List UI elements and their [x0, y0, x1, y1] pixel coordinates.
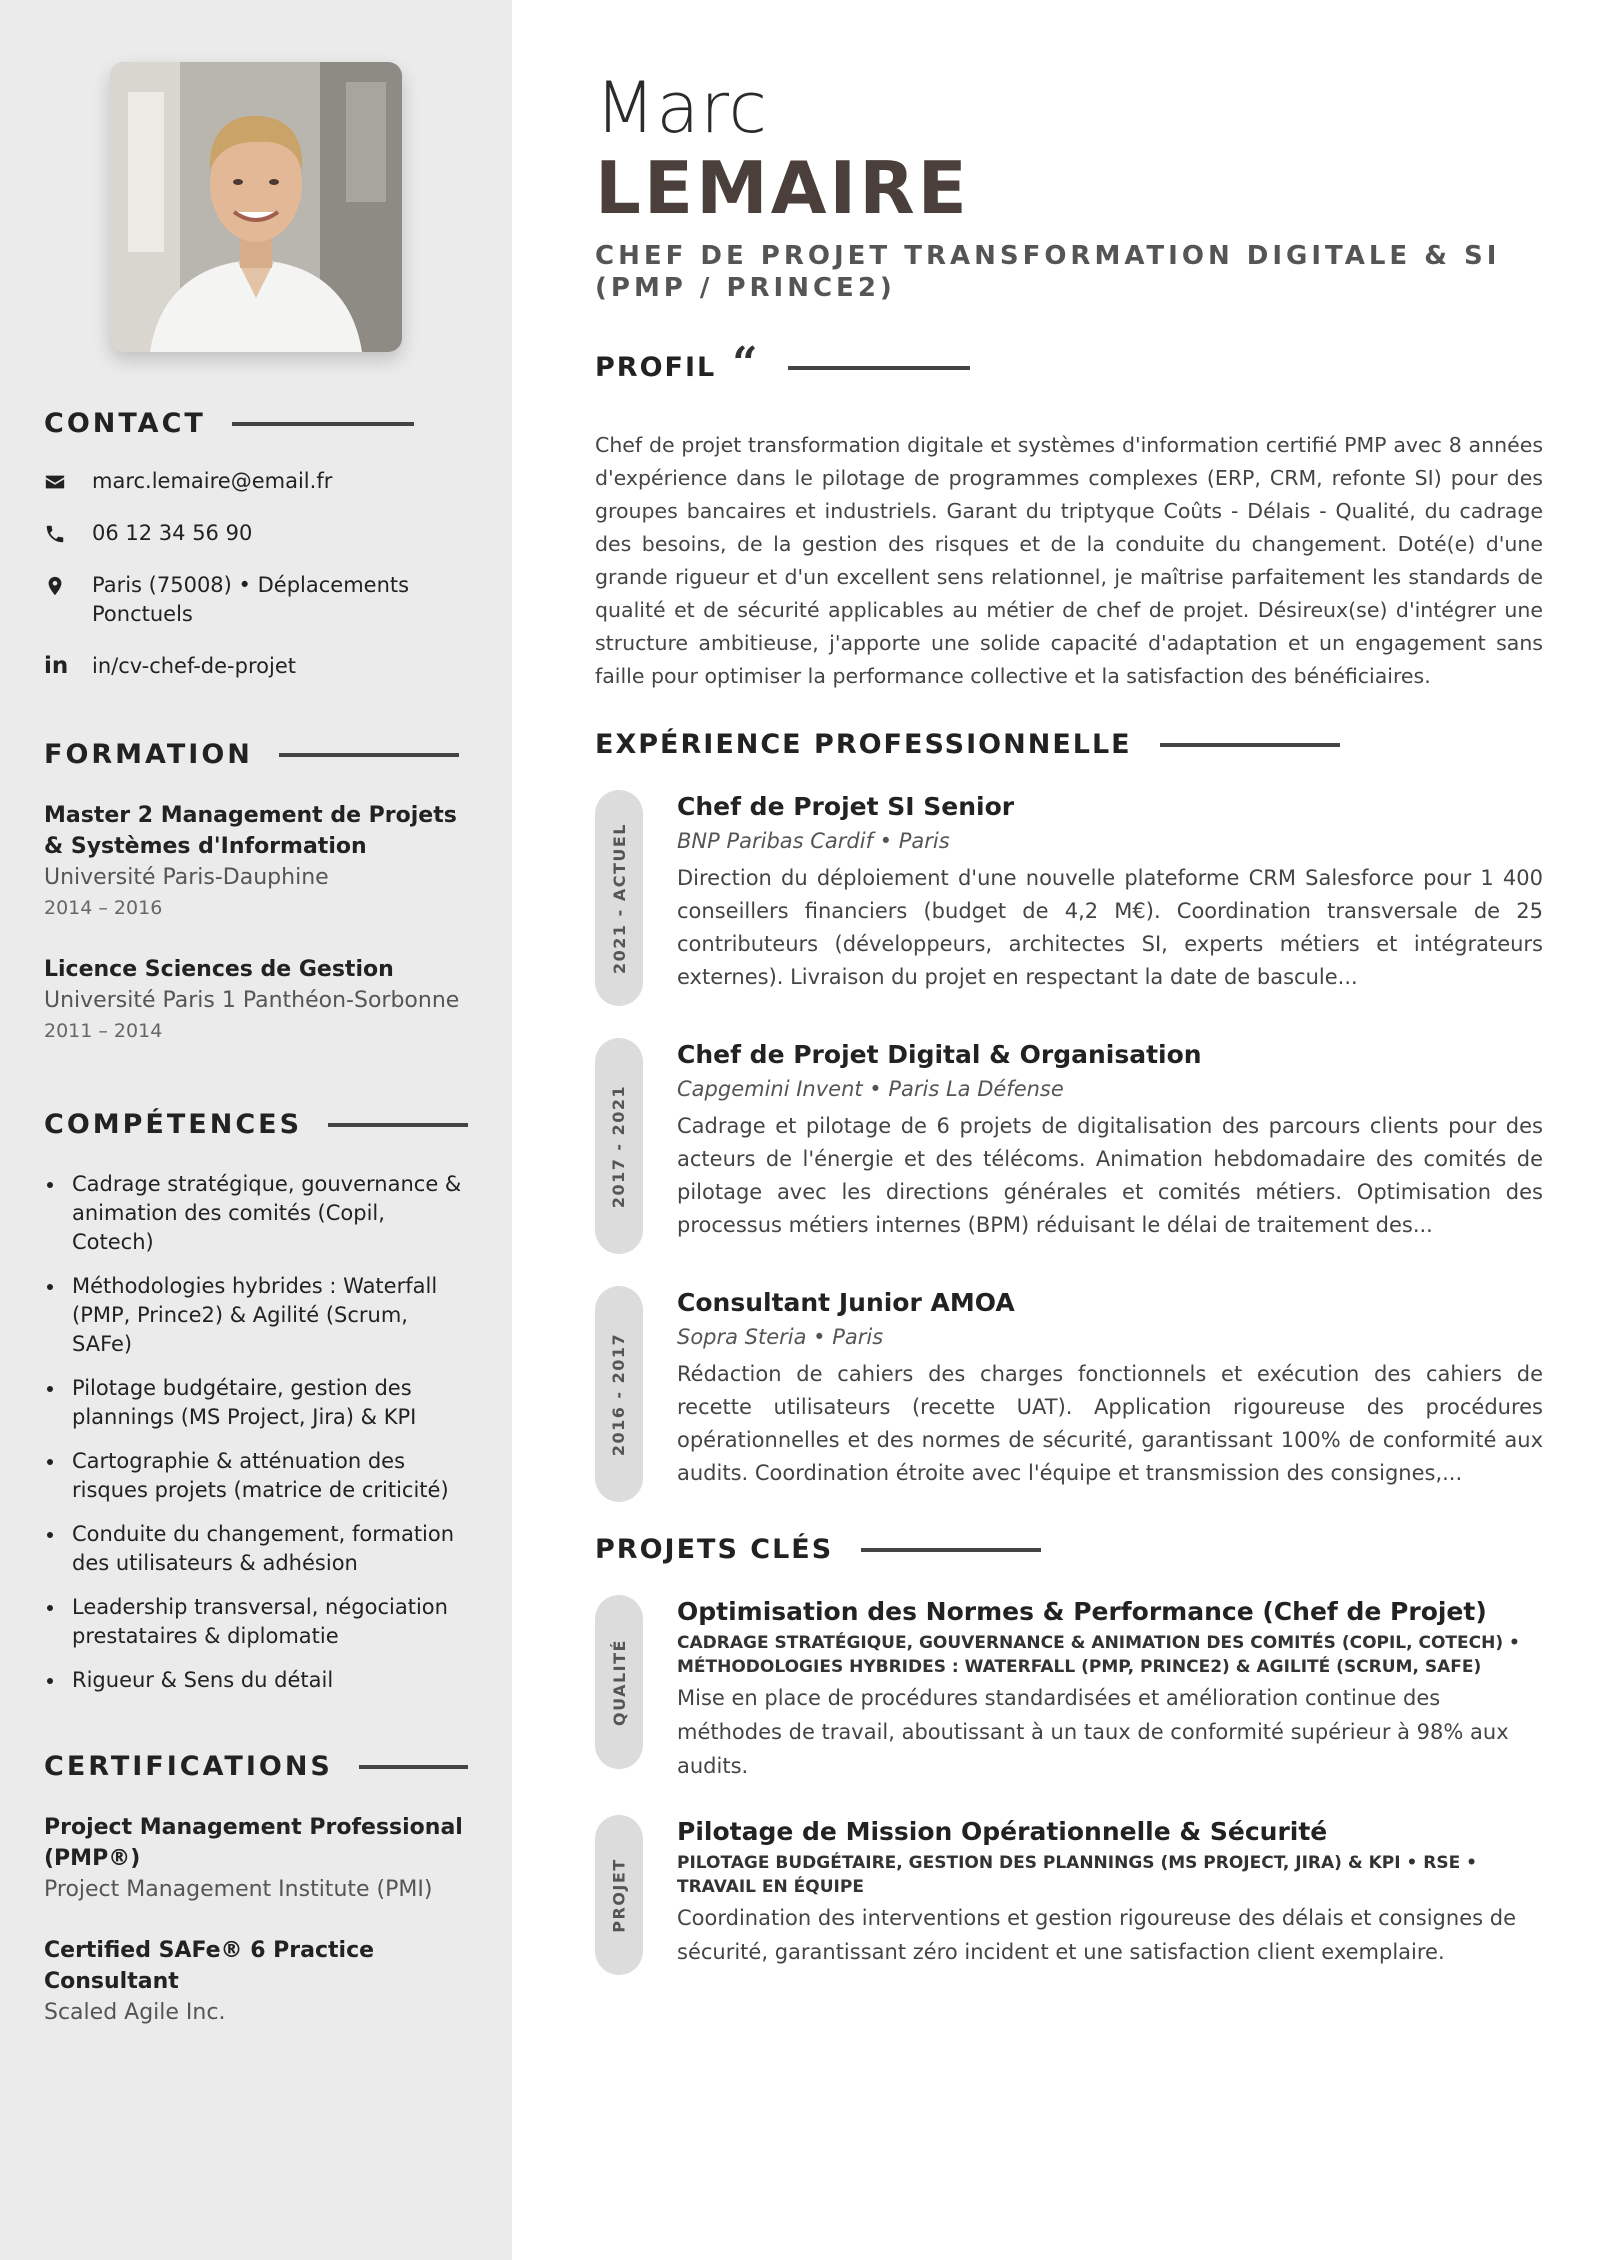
- formation-degree: Master 2 Management de Projets & Systèmes d'Information: [44, 803, 457, 859]
- skill-item: Leadership transversal, négociation prestataires & diplomatie: [44, 1593, 468, 1651]
- experience-title: Consultant Junior AMOA: [677, 1288, 1015, 1317]
- formation-degree: Licence Sciences de Gestion: [44, 957, 394, 982]
- contact-location-text: Paris (75008) • Déplacements Ponctuels: [92, 573, 410, 626]
- contact-linkedin: [44, 652, 468, 681]
- skill-item: Méthodologies hybrides : Waterfall (PMP, Prince2) & Agilité (Scrum, SAFe): [44, 1272, 468, 1359]
- experience-item: [595, 1286, 1543, 1502]
- formation-list: [44, 800, 468, 1047]
- envelope-icon: [44, 467, 92, 496]
- job-title: CHEF DE PROJET TRANSFORMATION DIGITALE & SI (PMP / PRINCE2): [595, 241, 1501, 303]
- competences-heading: COMPÉTENCES: [44, 1109, 468, 1140]
- first-name: Marc: [595, 67, 769, 149]
- certifications-list: [44, 1812, 468, 2028]
- contact-list: [44, 467, 468, 681]
- phone-icon: [44, 519, 92, 548]
- contact-linkedin-text[interactable]: in/cv-chef-de-projet: [92, 654, 296, 678]
- contact-phone: [44, 519, 468, 548]
- heading-rule: [359, 1765, 468, 1769]
- experience-company: BNP Paribas Cardif • Paris: [677, 829, 950, 853]
- experience-period: 2016 - 2017: [609, 1332, 629, 1456]
- experience-description: Rédaction de cahiers des charges fonctionnels et exécution des cahiers de recette utilisateurs (recette UAT). Application rigoureuse des procédures opérationnelles et des normes de sécurité, garantissant 100% de conformité aux audits. Coordination étroite avec l'équipe et transmission des consignes,...: [677, 1362, 1543, 1485]
- experience-title: Chef de Projet SI Senior: [677, 792, 1015, 821]
- contact-phone-text[interactable]: 06 12 34 56 90: [92, 521, 253, 545]
- heading-rule: [279, 753, 459, 757]
- tag-pill: [595, 1815, 643, 1975]
- profil-heading: PROFIL “: [595, 352, 1543, 383]
- experience-item: [595, 790, 1543, 1006]
- project-skills: CADRAGE STRATÉGIQUE, GOUVERNANCE & ANIMATION DES COMITÉS (COPIL, COTECH) • MÉTHODOLOGIES HYBRIDES : WATERFALL (PMP, PRINCE2) & AGILITÉ (SCRUM, SAFE): [677, 1633, 1520, 1677]
- formation-years: 2011 – 2014: [44, 1020, 163, 1042]
- certifications-heading: CERTIFICATIONS: [44, 1751, 468, 1782]
- skill-item: Rigueur & Sens du détail: [44, 1666, 468, 1695]
- skill-item: Conduite du changement, formation des utilisateurs & adhésion: [44, 1520, 468, 1578]
- period-pill: [595, 790, 643, 1006]
- period-pill: [595, 1038, 643, 1254]
- experience-item: [595, 1038, 1543, 1254]
- experience-title: Chef de Projet Digital & Organisation: [677, 1040, 1202, 1069]
- project-description: Mise en place de procédures standardisées et amélioration continue des méthodes de travail, aboutissant à un taux de conformité supérieur à 98% aux audits.: [677, 1686, 1509, 1778]
- certification-org: Scaled Agile Inc.: [44, 2000, 226, 2025]
- heading-rule: [232, 422, 414, 426]
- project-title: Optimisation des Normes & Performance (Chef de Projet): [677, 1597, 1487, 1626]
- contact-email-text[interactable]: marc.lemaire@email.fr: [92, 469, 333, 493]
- contact-location: [44, 571, 468, 629]
- project-item: [595, 1595, 1543, 1783]
- project-item: [595, 1815, 1543, 1975]
- experience-description: Direction du déploiement d'une nouvelle plateforme CRM Salesforce pour 1 400 conseillers financiers (budget de 4,2 M€). Coordination transversale de 25 contributeurs (développeurs, architectes SI, experts métiers et intégrateurs externes). Livraison du projet en respectant la date de bascule...: [677, 866, 1543, 989]
- contact-heading: CONTACT: [44, 408, 468, 439]
- project-tag: PROJET: [609, 1857, 629, 1933]
- certification-org: Project Management Institute (PMI): [44, 1877, 433, 1902]
- formation-item: [44, 954, 468, 1047]
- projets-heading: PROJETS CLÉS: [595, 1534, 1543, 1565]
- heading-rule: [861, 1548, 1041, 1552]
- experience-description: Cadrage et pilotage de 6 projets de digitalisation des parcours clients pour des acteurs de l'énergie et des télécoms. Animation hebdomadaire des comités de pilotage avec les directions générales et comités métiers. Optimisation des processus métiers internes (BPM) réduisant le délai de traitement des...: [677, 1114, 1543, 1237]
- tag-pill: [595, 1595, 643, 1769]
- formation-school: Université Paris-Dauphine: [44, 865, 329, 890]
- period-pill: [595, 1286, 643, 1502]
- project-title: Pilotage de Mission Opérationnelle & Sécurité: [677, 1817, 1328, 1846]
- experience-heading: EXPÉRIENCE PROFESSIONNELLE: [595, 729, 1543, 760]
- formation-heading: FORMATION: [44, 739, 468, 770]
- certification-title: Certified SAFe® 6 Practice Consultant: [44, 1938, 375, 1994]
- heading-rule: [1160, 743, 1340, 747]
- experience-list: [595, 790, 1543, 1502]
- formation-years: 2014 – 2016: [44, 897, 163, 919]
- certification-item: [44, 1935, 468, 2028]
- experience-company: Sopra Steria • Paris: [677, 1325, 884, 1349]
- heading-rule: [328, 1123, 468, 1127]
- experience-company: Capgemini Invent • Paris La Défense: [677, 1077, 1064, 1101]
- certification-item: [44, 1812, 468, 1905]
- skill-item: Cartographie & atténuation des risques projets (matrice de criticité): [44, 1447, 468, 1505]
- contact-email: [44, 467, 468, 496]
- project-skills: PILOTAGE BUDGÉTAIRE, GESTION DES PLANNINGS (MS PROJECT, JIRA) & KPI • RSE • TRAVAIL EN ÉQUIPE: [677, 1853, 1477, 1897]
- quote-icon: “: [732, 337, 760, 389]
- formation-school: Université Paris 1 Panthéon-Sorbonne: [44, 988, 460, 1013]
- formation-item: [44, 800, 468, 924]
- skill-item: Pilotage budgétaire, gestion des plannings (MS Project, Jira) & KPI: [44, 1374, 468, 1432]
- project-tag: QUALITÉ: [609, 1638, 629, 1726]
- linkedin-icon: in: [44, 653, 69, 679]
- experience-period: 2021 - ACTUEL: [609, 822, 629, 974]
- experience-period: 2017 - 2021: [609, 1084, 629, 1208]
- skill-item: Cadrage stratégique, gouvernance & animation des comités (Copil, Cotech): [44, 1170, 468, 1257]
- project-description: Coordination des interventions et gestion rigoureuse des délais et consignes de sécurité, garantissant zéro incident et une satisfaction client exemplaire.: [677, 1906, 1516, 1964]
- heading-rule: [788, 366, 970, 370]
- projects-list: [595, 1595, 1543, 1975]
- last-name: LEMAIRE: [595, 146, 970, 230]
- certification-title: Project Management Professional (PMP®): [44, 1815, 463, 1871]
- sidebar: [0, 0, 512, 2260]
- skills-list: [44, 1170, 468, 1695]
- profile-summary: Chef de projet transformation digitale et systèmes d'information certifié PMP avec 8 années d'expérience dans le pilotage de programmes complexes (ERP, CRM, refonte SI) pour des groupes bancaires et industriels. Garant du triptyque Coûts - Délais - Qualité, du cadrage des besoins, de la gestion des risques et de la conduite du changement. Doté(e) d'une grande rigueur et d'un excellent sens relationnel, je maîtrise parfaitement les standards de qualité et de sécurité applicables au métier de chef de projet. Désireux(se) d'intégrer une structure ambitieuse, j'apporte une solide capacité d'adaptation et un engagement sans faille pour optimiser la performance collective et la satisfaction des bénéficiaires.: [595, 433, 1543, 688]
- location-pin-icon: [44, 571, 92, 600]
- main-content: [595, 68, 1543, 2007]
- profile-photo: [110, 62, 402, 352]
